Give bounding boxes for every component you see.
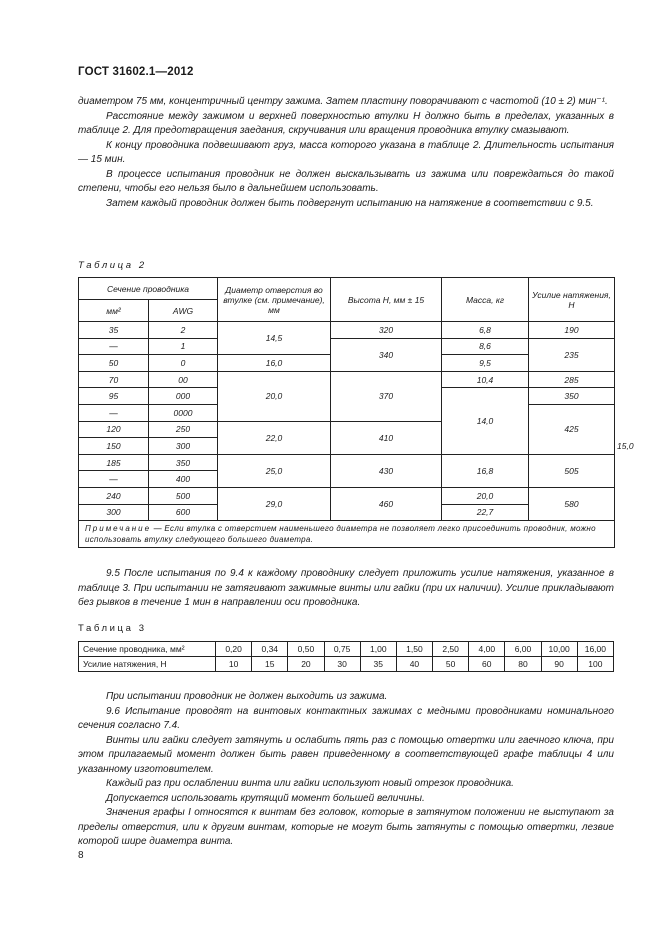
page-number: 8: [78, 850, 84, 861]
document-header: ГОСТ 31602.1—2012: [78, 66, 194, 78]
cell-height: 320: [331, 322, 442, 339]
table3-force-value: 35: [360, 657, 396, 672]
table3-section-value: 1,50: [396, 642, 432, 657]
cell-diameter: 14,5: [218, 322, 331, 355]
cell-mm2: 95: [79, 388, 149, 405]
cell-awg: 00: [149, 371, 218, 388]
cell-mass: 22,7: [442, 504, 529, 521]
cell-height: 430: [331, 454, 442, 487]
paragraph: 9.6 Испытание проводят на винтовых контактных зажимах с медными проводниками номинального сечения согласно 7.4.: [78, 705, 614, 731]
cell-diameter: 25,0: [218, 454, 331, 487]
paragraph: Затем каждый проводник должен быть подвергнут испытанию на натяжение в соответствии с 9.5.: [106, 197, 594, 209]
table3-force-value: 90: [541, 657, 577, 672]
paragraph: К концу проводника подвешивают груз, масса которого указана в таблице 2. Длительность испытания — 15 мин.: [78, 139, 614, 165]
cell-force: 350: [529, 388, 615, 405]
table3-section-label: Сечение проводника, мм²: [79, 642, 216, 657]
cell-mm2: 70: [79, 371, 149, 388]
cell-mm2: 150: [79, 438, 149, 455]
cell-diameter: 29,0: [218, 487, 331, 520]
paragraph: Винты или гайки следует затянуть и ослабить пять раз с помощью отвертки или гаечного ключа, при этом прилагаемый момент должен быть равен приведенному в соответствующей графе таблицы 4 или указанному изготовителем.: [78, 734, 614, 775]
table3-force-value: 15: [252, 657, 288, 672]
cell-mass: 6,8: [442, 322, 529, 339]
paragraph: В процессе испытания проводник не должен выскальзывать из зажима или повреждаться до такой степени, чтобы его нельзя было в дальнейшем использовать.: [78, 168, 614, 194]
paragraph: Расстояние между зажимом и верхней поверхностью втулки H должно быть в пределах, указанных в таблице 2. Для предотвращения заедания, скручивания или вращения проводника втулку смазывают.: [78, 110, 614, 136]
cell-mass: 8,6: [442, 338, 529, 355]
cell-awg: 350: [149, 454, 218, 471]
table3-section-value: 4,00: [469, 642, 505, 657]
header-height: Высота H, мм ± 15: [331, 278, 442, 322]
table3-section-value: 0,50: [288, 642, 324, 657]
paragraph: 9.5 После испытания по 9.4 к каждому проводнику следует приложить усилие натяжения, указанное в таблице 3. При испытании не затягивают зажимные винты или гайки (при их наличии). Усилие прикладывают без рывков в течение 1 мин в направлении оси проводника.: [78, 568, 614, 608]
cell-height: 460: [331, 487, 442, 520]
cell-awg: 1: [149, 338, 218, 355]
cell-mass: 10,4: [442, 371, 529, 388]
cell-awg: 0000: [149, 404, 218, 421]
cell-diameter: 22,0: [218, 421, 331, 454]
cell-force: 505: [529, 454, 615, 487]
table3-force-value: 40: [396, 657, 432, 672]
cell-mm2: 185: [79, 454, 149, 471]
cell-height: 410: [331, 421, 442, 454]
cell-mass: 16,8: [442, 454, 529, 487]
paragraph: При испытании проводник не должен выходить из зажима.: [106, 691, 388, 702]
cell-mm2: 300: [79, 504, 149, 521]
cell-height: 370: [331, 371, 442, 421]
cell-mass: 20,0: [442, 487, 529, 504]
cell-awg: 500: [149, 487, 218, 504]
header-mass: Масса, кг: [442, 278, 529, 322]
table2-caption: Таблица 2: [78, 260, 147, 271]
table3-force-value: 100: [577, 657, 613, 672]
header-mm2: мм²: [79, 300, 149, 322]
table2-note: [79, 521, 615, 548]
table3-section-value: 0,20: [216, 642, 252, 657]
cell-force: 190: [529, 322, 615, 339]
cell-mm2: 50: [79, 355, 149, 372]
cell-mass: 9,5: [442, 355, 529, 372]
after-text: [78, 690, 614, 850]
table3: [78, 641, 614, 672]
table3-caption: Таблица 3: [78, 623, 147, 634]
table3-force-value: 80: [505, 657, 541, 672]
intro-text: [78, 95, 614, 211]
cell-awg: 250: [149, 421, 218, 438]
table3-section-value: 0,75: [324, 642, 360, 657]
cell-diameter: 16,0: [218, 355, 331, 372]
cell-awg: 600: [149, 504, 218, 521]
cell-awg: 000: [149, 388, 218, 405]
table3-section-value: 0,34: [252, 642, 288, 657]
cell-force: 235: [529, 338, 615, 371]
cell-mm2: —: [79, 338, 149, 355]
cell-mm2: 120: [79, 421, 149, 438]
table3-force-value: 30: [324, 657, 360, 672]
note-label: Примечание: [85, 524, 152, 534]
header-force: Усилие натяжения, Н: [529, 278, 615, 322]
cell-mm2: —: [79, 404, 149, 421]
cell-diameter: 20,0: [218, 371, 331, 421]
table3-force-value: 20: [288, 657, 324, 672]
paragraph: Допускается использовать крутящий момент большей величины.: [106, 792, 425, 804]
table3-section-value: 2,50: [433, 642, 469, 657]
header-awg: AWG: [149, 300, 218, 322]
cell-height: 340: [331, 338, 442, 371]
table3-section-value: 6,00: [505, 642, 541, 657]
cell-mm2: —: [79, 471, 149, 488]
cell-awg: 2: [149, 322, 218, 339]
paragraph: Значения графы I относятся к винтам без головок, которые в затянутом положении не выступают за пределы отверстия, или к другим винтам, которые не могут быть затянуты с помощью отвертки, лезвие которой шире диаметра винта.: [78, 807, 614, 847]
note-text: — Если втулка с отверстием наименьшего диаметра не позволяет легко присоединить проводник, можно использовать втулку следующего большего диаметра.: [85, 524, 596, 545]
header-section: Сечение проводника: [79, 278, 218, 300]
paragraph: диаметром 75 мм, концентричный центру зажима. Затем пластину поворачивают с частотой (10 ± 2) мин⁻¹.: [78, 96, 608, 107]
table3-force-value: 60: [469, 657, 505, 672]
cell-mass: 14,0: [442, 388, 529, 454]
table2: Сечение проводника Диаметр отверстия во втулке (см. примечание), мм Высота H, мм ± 15 Масса, кг Усилие натяжения, Н мм² AWG 35 2 14,5 320 6,8 190 — 1 340 8,6 235 50 0 16,0 9,5 70 00 20,0 370 10,4 285 95 000 14,0 350 — 0000 425 120 250 22,0 410 150 300 15,0 185 350 25,0 430 16,8 505 — 400 240 500 29,0 460 20,0 580 300 600 22,7 Примечание — Если втулка с отверстием наименьшего диаметра не позволяет легко присоединить проводник, можно использовать втулку следующего большего диаметра.: [78, 277, 615, 548]
cell-force: 580: [529, 487, 615, 520]
table3-section-value: 10,00: [541, 642, 577, 657]
cell-mm2: 35: [79, 322, 149, 339]
table3-force-value: 10: [216, 657, 252, 672]
paragraph: Каждый раз при ослаблении винта или гайки используют новый отрезок проводника.: [106, 778, 514, 789]
table3-section-value: 16,00: [577, 642, 613, 657]
cell-awg: 0: [149, 355, 218, 372]
table3-force-value: 50: [433, 657, 469, 672]
cell-mm2: 240: [79, 487, 149, 504]
cell-force: 425: [529, 404, 615, 454]
cell-force: 285: [529, 371, 615, 388]
table3-force-label: Усилие натяжения, Н: [79, 657, 216, 672]
cell-awg: 300: [149, 438, 218, 455]
cell-awg: 400: [149, 471, 218, 488]
section-9-5: [78, 567, 614, 611]
table3-section-value: 1,00: [360, 642, 396, 657]
header-diameter: Диаметр отверстия во втулке (см. примечание), мм: [218, 278, 331, 322]
